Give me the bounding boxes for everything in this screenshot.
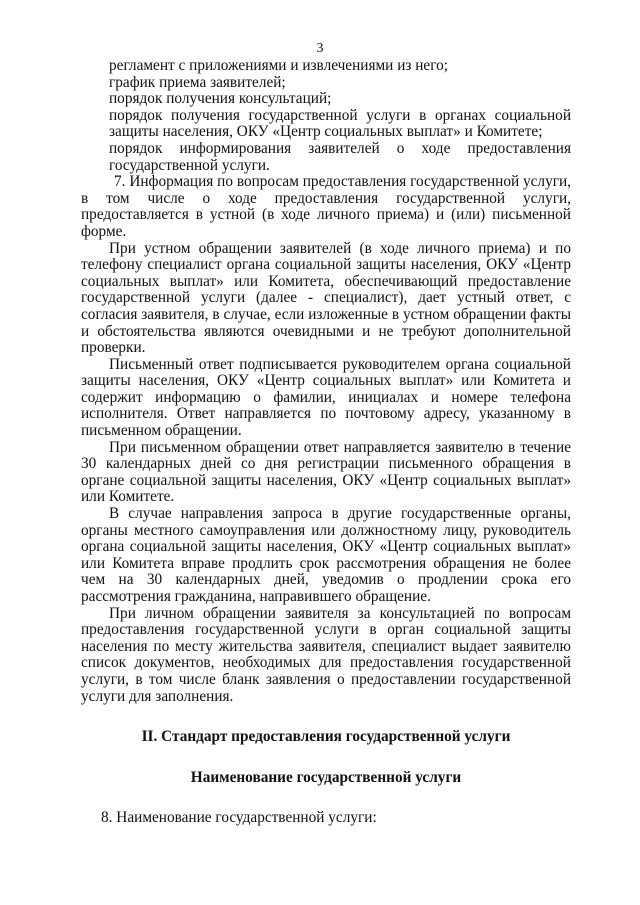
paragraph: Письменный ответ подписывается руководителем органа социальной защиты населения, ОКУ «Центр социальных выплат» или Комитета и содержит информацию о фамилии, инициалах и номере телефона исполнителя. Ответ направляется по почтовому адресу, указанному в письменном обращении. <box>81 355 571 440</box>
paragraph: В случае направления запроса в другие государственные органы, органы местного самоуправления или должностному лицу, руководитель органа социальной защиты населения, ОКУ «Центр социальных выплат» или Комитета вправе продлить срок рассмотрения обращения не более чем на 30 календарных дней, уведомив о продлении срока его рассмотрения гражданина, направившего обращение. <box>81 505 571 605</box>
section-heading: II. Стандарт предоставления государственной услуги <box>141 728 511 746</box>
paragraph: При устном обращении заявителей (в ходе личного приема) и по телефону специалист органа социальной защиты населения, ОКУ «Центр социальных выплат» или Комитета, обеспечивающий предоставление государственной услуги (далее - специалист), дает устный ответ, с согласия заявителя, в случае, если изложенные в устном обращении факты и обстоятельства являются очевидными и не требуют дополнительной проверки. <box>81 239 571 357</box>
paragraph: регламент с приложениями и извлечениями из него; <box>109 57 449 74</box>
paragraph-item-8: 8. Наименование государственной услуги: <box>101 809 377 827</box>
subsection-heading: Наименование государственной услуги <box>190 768 462 786</box>
paragraph: При письменном обращении ответ направляется заявителю в течение 30 календарных дней со дня регистрации письменного обращения в органе социальной защиты населения, ОКУ «Центр социальных выплат» или Комитете. <box>81 438 571 506</box>
paragraph-item-7: 7. Информация по вопросам предоставления государственной услуги, в том числе о ходе предоставления государственной услуги, предоставляется в устной (в ходе личного приема) и (или) письменной форме. <box>81 173 571 240</box>
paragraph: При личном обращении заявителя за консультацией по вопросам предоставления государственной услуги в орган социальной защиты населения по месту жительства заявителя, специалист выдает заявителю список документов, необходимых для предоставления государственной услуги, в том числе бланк заявления о предоставлении государственной услуги для заполнения. <box>81 604 571 705</box>
paragraph: порядок информирования заявителей о ходе предоставления государственной услуги. <box>109 139 571 174</box>
paragraph: порядок получения консультаций; <box>109 90 332 108</box>
document-body <box>81 57 571 827</box>
paragraph: график приема заявителей; <box>109 73 286 91</box>
page-number: 3 <box>316 41 324 56</box>
paragraph: порядок получения государственной услуги в органах социальной защиты населения, ОКУ «Центр социальных выплат» и Комитете; <box>109 106 571 141</box>
